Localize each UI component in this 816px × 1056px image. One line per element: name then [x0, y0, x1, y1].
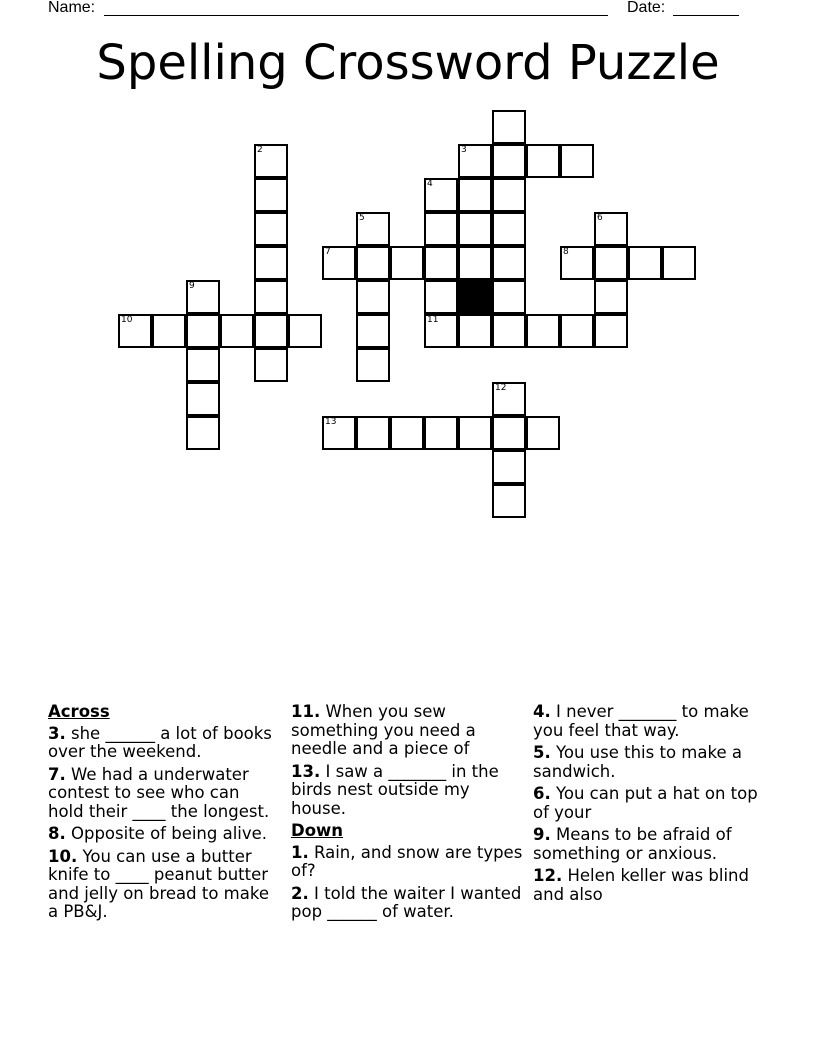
- crossword-cell[interactable]: [356, 314, 390, 348]
- clue-across-10: [48, 848, 280, 922]
- crossword-cell[interactable]: [322, 416, 356, 450]
- crossword-cell[interactable]: [492, 110, 526, 144]
- crossword-cell[interactable]: [458, 314, 492, 348]
- crossword-cell[interactable]: [356, 212, 390, 246]
- cell-number: 2: [257, 145, 263, 155]
- cell-number: 13: [325, 417, 337, 427]
- clue-number: 1.: [291, 842, 309, 862]
- crossword-cell[interactable]: [254, 212, 288, 246]
- clue-number: 12.: [533, 866, 563, 885]
- crossword-cell[interactable]: [492, 450, 526, 484]
- crossword-cell[interactable]: [254, 144, 288, 178]
- crossword-cell[interactable]: [594, 246, 628, 280]
- clue-number: 2.: [291, 883, 309, 903]
- clue-text: I never _______ to make you feel that way.: [533, 702, 749, 740]
- crossword-cell[interactable]: [424, 212, 458, 246]
- crossword-cell[interactable]: [220, 314, 254, 348]
- crossword-cell[interactable]: [526, 416, 560, 450]
- crossword-cell[interactable]: [628, 246, 662, 280]
- clue-number: 11.: [291, 702, 321, 721]
- crossword-cell[interactable]: [254, 348, 288, 382]
- crossword-cell[interactable]: [458, 246, 492, 280]
- crossword-cell[interactable]: [526, 314, 560, 348]
- crossword-cell[interactable]: [492, 280, 526, 314]
- crossword-cell[interactable]: [526, 144, 560, 178]
- cell-number: 11: [427, 315, 439, 325]
- clue-number: 10.: [48, 846, 78, 866]
- clue-text: Opposite of being alive.: [71, 824, 268, 843]
- crossword-cell[interactable]: [356, 348, 390, 382]
- across-heading: Across: [48, 702, 110, 721]
- cell-number: 10: [121, 315, 133, 325]
- crossword-cell[interactable]: [186, 314, 220, 348]
- clue-number: 8.: [48, 824, 66, 843]
- crossword-cell[interactable]: [594, 212, 628, 246]
- crossword-cell[interactable]: [356, 416, 390, 450]
- crossword-cell[interactable]: [458, 416, 492, 450]
- cell-number: 5: [359, 213, 365, 223]
- clue-text: Means to be afraid of something or anxious.: [533, 825, 732, 863]
- clue-number: 4.: [533, 702, 551, 721]
- clue-across-11: [291, 703, 523, 759]
- clue-text: You use this to make a sandwich.: [533, 743, 742, 781]
- clue-column-2: [291, 703, 523, 926]
- crossword-cell[interactable]: [492, 484, 526, 518]
- crossword-cell[interactable]: [424, 416, 458, 450]
- clue-down-12: [533, 867, 765, 904]
- clue-across-7: [48, 766, 280, 822]
- clue-down-6: [533, 785, 765, 822]
- crossword-cell[interactable]: [186, 382, 220, 416]
- clue-text: she ______ a lot of books over the weekend.: [48, 723, 272, 761]
- crossword-cell[interactable]: [390, 416, 424, 450]
- crossword-cell[interactable]: [288, 314, 322, 348]
- clue-text: You can put a hat on top of your: [533, 784, 758, 822]
- clue-column-3: [533, 703, 765, 908]
- cell-number: 9: [189, 281, 195, 291]
- date-label: Date:: [627, 0, 666, 16]
- crossword-cell[interactable]: [492, 416, 526, 450]
- crossword-cell[interactable]: [560, 314, 594, 348]
- clue-text: I saw a _______ in the birds nest outside my house.: [291, 761, 499, 818]
- down-heading: Down: [291, 821, 344, 840]
- crossword-cell[interactable]: [186, 348, 220, 382]
- clue-text: Helen keller was blind and also: [533, 866, 749, 904]
- clue-down-2: [291, 885, 523, 922]
- crossword-cell[interactable]: [560, 144, 594, 178]
- clue-number: 9.: [533, 825, 551, 844]
- cell-number: 3: [461, 145, 467, 155]
- crossword-cell[interactable]: [424, 314, 458, 348]
- crossword-cell[interactable]: [492, 144, 526, 178]
- crossword-cell[interactable]: [458, 212, 492, 246]
- crossword-cell[interactable]: [322, 246, 356, 280]
- crossword-cell[interactable]: [492, 178, 526, 212]
- page-title: Spelling Crossword Puzzle: [96, 35, 720, 91]
- cell-number: 4: [427, 179, 433, 189]
- clue-text: You can use a butter knife to ____ peanut butter and jelly on bread to make a PB&J.: [48, 846, 269, 921]
- clue-across-3: [48, 725, 280, 762]
- clue-across-13: [291, 763, 523, 819]
- clue-number: 13.: [291, 761, 321, 781]
- clue-number: 5.: [533, 743, 551, 762]
- crossword-cell[interactable]: [458, 144, 492, 178]
- crossword-cell[interactable]: [560, 246, 594, 280]
- name-label: Name:: [48, 0, 96, 16]
- clue-down-4: [533, 703, 765, 740]
- crossword-cell[interactable]: [254, 178, 288, 212]
- crossword-cell[interactable]: [594, 314, 628, 348]
- crossword-cell[interactable]: [424, 280, 458, 314]
- crossword-cell[interactable]: [186, 280, 220, 314]
- crossword-cell[interactable]: [424, 178, 458, 212]
- crossword-cell[interactable]: [356, 280, 390, 314]
- cell-number: 6: [597, 213, 603, 223]
- crossword-cell[interactable]: [390, 246, 424, 280]
- crossword-cell[interactable]: [152, 314, 186, 348]
- cell-number: 8: [563, 247, 569, 257]
- clue-text: Rain, and snow are types of?: [291, 842, 523, 880]
- crossword-cell[interactable]: [424, 246, 458, 280]
- cell-number: 7: [325, 247, 331, 257]
- crossword-cell[interactable]: [458, 178, 492, 212]
- clue-down-5: [533, 744, 765, 781]
- clue-text: I told the waiter I wanted pop ______ of water.: [291, 883, 522, 921]
- crossword-cell[interactable]: [254, 314, 288, 348]
- clue-column-1: [48, 703, 280, 926]
- crossword-cell[interactable]: [662, 246, 696, 280]
- crossword-cell[interactable]: [492, 246, 526, 280]
- crossword-cell[interactable]: [254, 280, 288, 314]
- cell-number: 12: [495, 383, 507, 393]
- clue-number: 6.: [533, 784, 551, 803]
- crossword-cell[interactable]: [594, 280, 628, 314]
- crossword-cell[interactable]: [118, 314, 152, 348]
- blocked-cell: [458, 280, 492, 314]
- crossword-cell[interactable]: [492, 314, 526, 348]
- crossword-cell[interactable]: [492, 212, 526, 246]
- clue-number: 7.: [48, 764, 66, 784]
- clue-across-8: [48, 825, 280, 844]
- clue-number: 3.: [48, 723, 66, 743]
- crossword-cell[interactable]: [186, 416, 220, 450]
- crossword-cell[interactable]: [492, 382, 526, 416]
- crossword-cell[interactable]: [254, 246, 288, 280]
- clue-down-1: [291, 844, 523, 881]
- clue-down-9: [533, 826, 765, 863]
- clue-text: We had a underwater contest to see who can hold their ____ the longest.: [48, 764, 270, 821]
- clue-text: When you sew something you need a needle and a piece of: [291, 702, 476, 758]
- crossword-cell[interactable]: [356, 246, 390, 280]
